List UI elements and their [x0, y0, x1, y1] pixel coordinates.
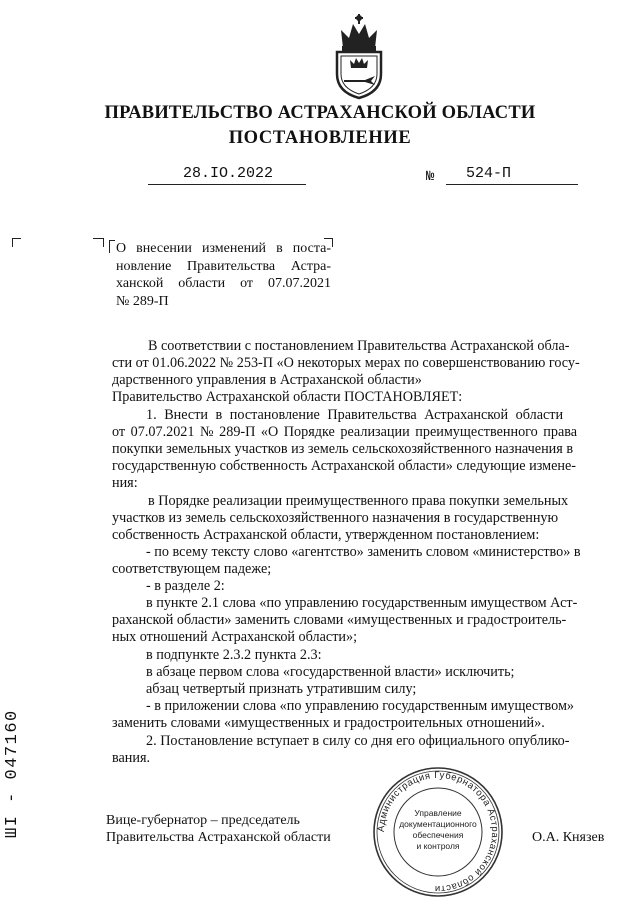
stamp-center-line: документационного	[399, 819, 477, 829]
government-title: ПРАВИТЕЛЬСТВО АСТРАХАНСКОЙ ОБЛАСТИ	[104, 103, 536, 123]
body-line: - в приложении слова «по управлению государственным имуществом»	[146, 698, 575, 714]
body-line: в Порядке реализации преимущественного права покупки земельных	[148, 493, 569, 509]
corner-mark-left	[12, 238, 21, 247]
subject-line: новление Правительства Астра-	[116, 258, 331, 274]
stamp-center-line: и контроля	[416, 841, 460, 851]
body-line: ния:	[112, 475, 138, 491]
body-line: соответствующем падеже;	[112, 561, 272, 577]
document-type-title: ПОСТАНОВЛЕНИЕ	[228, 128, 412, 148]
body-line: государственную собственность Астраханской области» следующие измене-	[112, 458, 576, 474]
body-line: сти от 01.06.2022 № 253-П «О некоторых мерах по совершенствованию госу-	[112, 355, 580, 371]
stamp-center-line: Управление	[414, 808, 462, 818]
number-sign: №	[426, 169, 435, 185]
subject-line: № 289-П	[116, 293, 169, 309]
official-stamp	[370, 764, 506, 900]
body-line: в абзаце первом слова «государственной власти» исключить;	[146, 664, 515, 680]
body-line: собственность Астраханской области, утвержденном постановлением:	[112, 527, 540, 543]
document-number: 524-П	[466, 165, 512, 182]
body-line: участков из земель сельскохозяйственного назначения в государственную	[112, 510, 559, 526]
body-line: вания.	[112, 750, 151, 766]
body-line: от 07.07.2021 № 289-П «О Порядке реализации преимущественного права	[112, 424, 578, 440]
body-line: заменить словами «имущественных и градостроительных отношений».	[112, 715, 545, 731]
signatory-position-line: Правительства Астраханской области	[106, 830, 331, 845]
stamp-center-line: обеспечения	[412, 830, 464, 840]
body-line: дарственного управления в Астраханской области»	[112, 372, 422, 388]
stamp-ring-text: Администрация Губернатора Астраханской области	[375, 769, 501, 895]
body-line: 2. Постановление вступает в силу со дня его официального опублико-	[146, 733, 570, 749]
form-serial-code: ШI - 047160	[3, 709, 22, 838]
body-line: 1. Внести в постановление Правительства Астраханской области	[146, 407, 564, 423]
subject-line: О внесении изменений в поста-	[116, 241, 331, 256]
body-line: ных отношений Астраханской области»;	[112, 629, 358, 645]
date-underline	[148, 183, 306, 185]
coat-of-arms-emblem	[331, 10, 387, 100]
body-line: в пункте 2.1 слова «по управлению государственным имуществом Аст-	[146, 595, 578, 611]
signatory-position	[106, 812, 331, 846]
body-line: - в разделе 2:	[146, 578, 225, 594]
body-line: В соответствии с постановлением Правительства Астраханской обла-	[148, 338, 570, 354]
document-subject	[116, 240, 331, 310]
body-line: раханской области» заменить словами «имущественных и градостроитель-	[112, 612, 567, 628]
corner-mark-subject-inner	[109, 240, 115, 253]
body-line: абзац четвертый признать утратившим силу;	[146, 681, 417, 697]
signatory-position-line: Вице-губернатор – председатель	[106, 813, 300, 828]
body-line: в подпункте 2.3.2 пункта 2.3:	[146, 647, 322, 663]
body-line: покупки земельных участков из земель сельскохозяйственного назначения в	[112, 441, 574, 457]
subject-line: ханской области от 07.07.2021	[116, 276, 331, 291]
document-date: 28.IO.2022	[183, 165, 274, 182]
number-underline	[446, 183, 578, 185]
corner-mark-subject-left	[93, 238, 104, 247]
body-line: - по всему тексту слово «агентство» заменить словом «министерство» в	[146, 544, 581, 560]
body-line: Правительство Астраханской области ПОСТАНОВЛЯЕТ:	[112, 389, 463, 405]
signatory-name: О.А. Князев	[532, 830, 605, 845]
